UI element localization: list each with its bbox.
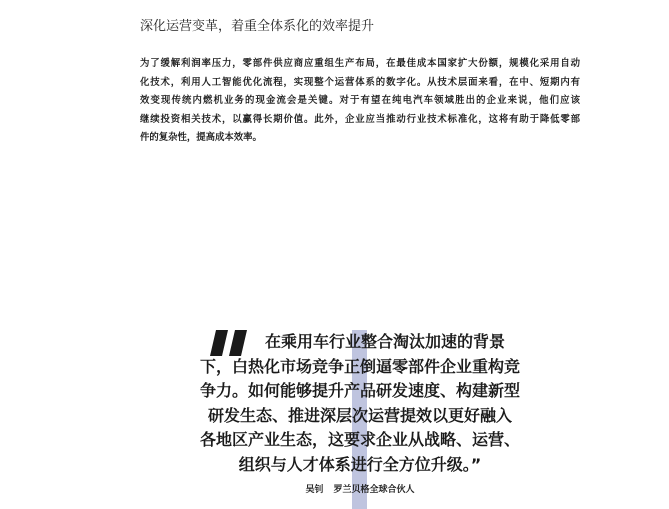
quote-line: 下，白热化市场竞争正倒逼零部件企业重构竞 (199, 356, 520, 376)
quote-line: 组织与人才体系进行全方位升级。” (238, 454, 482, 474)
quote-line: 各地区产业生态，这要求企业从战略、运营、 (199, 430, 520, 449)
body-line: 为了缓解利润率压力，零部件供应商应重组生产布局，在最佳成本国家扩大份额，规模化采用自动 (140, 58, 580, 69)
quote-line: 争力。如何能够提升产品研发速度、构建新型 (199, 381, 520, 400)
pull-quote (180, 330, 540, 477)
quote-attribution (180, 483, 540, 497)
body-line: 效变现传统内燃机业务的现金流会是关键。对于有望在纯电汽车领域胜出的企业来说，他们应该 (140, 95, 580, 107)
attribution-name: 吴钊 (305, 485, 324, 495)
body-line: 继续投资相关技术，以赢得长期价值。此外，企业应当推动行业技术标准化，这将有助于降低零部 (140, 113, 580, 125)
section-body (140, 55, 580, 148)
section-heading: 深化运营变革，着重全体系化的效率提升 (140, 19, 375, 34)
quote-line: 在乘用车行业整合淘汰加速的背景 (264, 332, 505, 351)
body-line: 件的复杂性，提高成本效率。 (140, 132, 262, 144)
quote-line: 研发生态、推进深层次运营提效以更好融入 (207, 405, 512, 425)
body-line: 化技术，利用人工智能优化流程，实现整个运营体系的数字化。从技术层面来看，在中、短期内有 (140, 76, 580, 88)
attribution-title: 罗兰贝格全球合伙人 (333, 485, 415, 495)
